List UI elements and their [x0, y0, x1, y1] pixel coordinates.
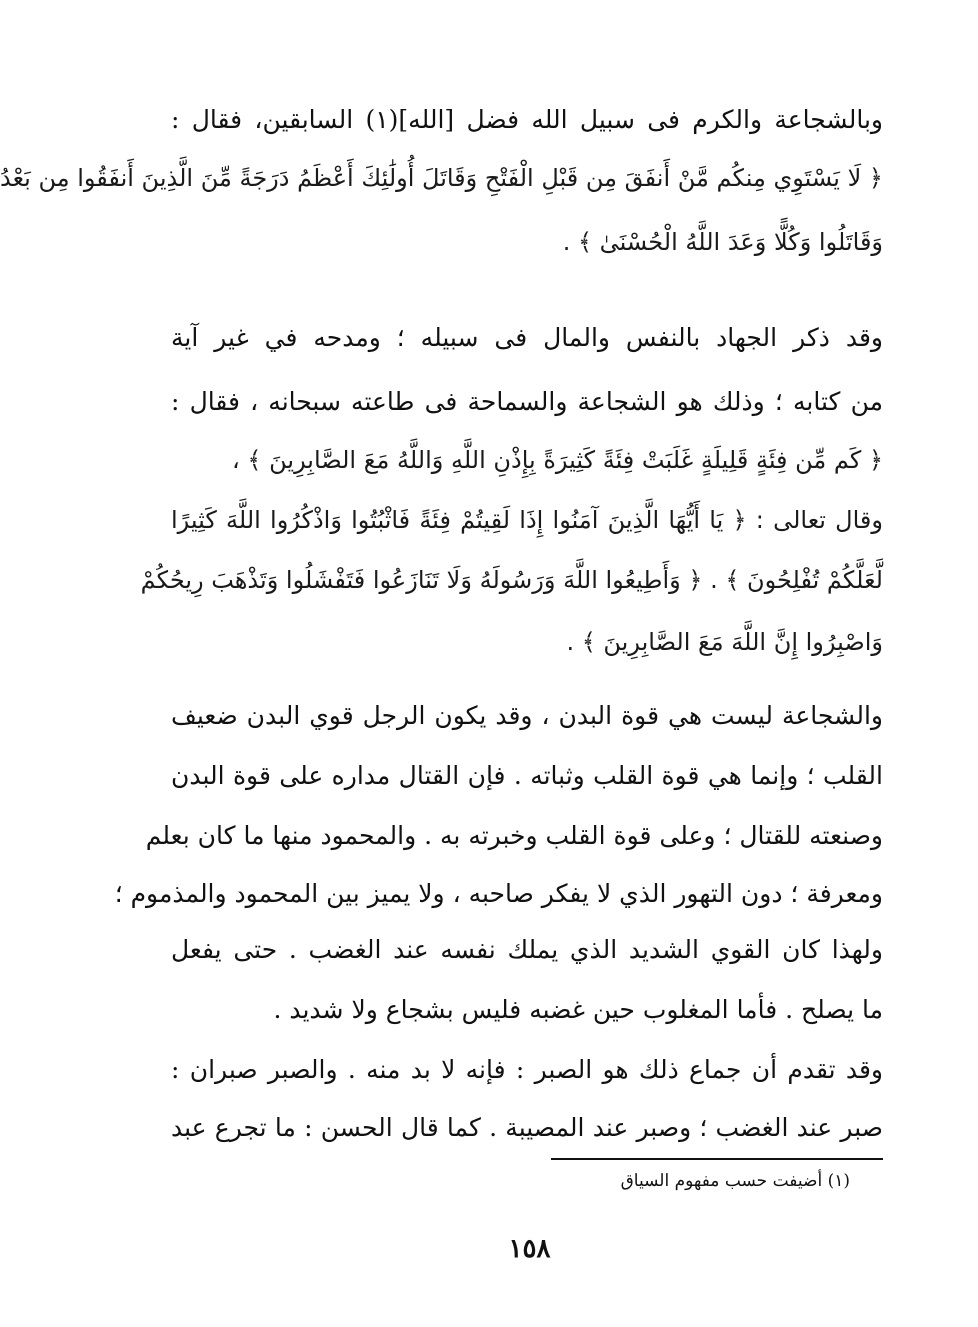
text-line: وقد تقدم أن جماع ذلك هو الصبر : فإنه لا بد منه . والصبر صبران : [171, 1055, 883, 1084]
text-line: من كتابه ؛ وذلك هو الشجاعة والسماحة فى طاعته سبحانه ، فقال : [171, 387, 883, 416]
footnote-divider [551, 1158, 883, 1160]
text-line: ولهذا كان القوي الشديد الذي يملك نفسه عند الغضب . حتى يفعل [171, 935, 883, 964]
text-line: والشجاعة ليست هي قوة البدن ، وقد يكون الرجل قوي البدن ضعيف [171, 701, 883, 730]
text-line: القلب ؛ وإنما هي قوة القلب وثباته . فإن القتال مداره على قوة البدن [171, 761, 883, 790]
quran-verse-line: لَّعَلَّكُمْ تُفْلِحُونَ ﴾ . ﴿ وَأَطِيعُوا اللَّهَ وَرَسُولَهُ وَلَا تَنَازَعُوا فَتَفْشَلُوا وَتَذْهَبَ رِيحُكُمْ [140, 566, 883, 594]
footnote: (١) أضيفت حسب مفهوم السياق [620, 1171, 850, 1191]
page-number: ١٥٨ [508, 1234, 551, 1264]
text-line: ما يصلح . فأما المغلوب حين غضبه فليس بشجاع ولا شديد . [273, 995, 883, 1024]
quran-verse-line: وقال تعالى : ﴿ يَا أَيُّهَا الَّذِينَ آمَنُوا إِذَا لَقِيتُمْ فِئَةً فَاثْبُتُوا وَاذْكُرُوا اللَّهَ كَثِيرًا [171, 506, 883, 534]
text-line: وبالشجاعة والكرم فى سبيل الله فضل [الله](١) السابقين، فقال : [171, 105, 883, 134]
text-line: صبر عند الغضب ؛ وصبر عند المصيبة . كما قال الحسن : ما تجرع عبد [171, 1113, 883, 1142]
quran-verse-line: ﴿ لَا يَسْتَوِي مِنكُم مَّنْ أَنفَقَ مِن قَبْلِ الْفَتْحِ وَقَاتَلَ أُولَٰئِكَ أَعْظَمُ دَرَجَةً مِّنَ الَّذِينَ أَنفَقُوا مِن بَعْدُ [0, 164, 883, 192]
quran-verse-line: ﴿ كَم مِّن فِئَةٍ قَلِيلَةٍ غَلَبَتْ فِئَةً كَثِيرَةً بِإِذْنِ اللَّهِ وَاللَّهُ مَعَ الصَّابِرِينَ ﴾ ، [232, 446, 883, 474]
quran-verse-line: وَاصْبِرُوا إِنَّ اللَّهَ مَعَ الصَّابِرِينَ ﴾ . [566, 628, 883, 656]
quran-verse-line: وَقَاتَلُوا وَكُلًّا وَعَدَ اللَّهُ الْحُسْنَىٰ ﴾ . [562, 228, 883, 256]
text-line: وقد ذكر الجهاد بالنفس والمال فى سبيله ؛ ومدحه في غير آية [171, 323, 883, 352]
text-line: ومعرفة ؛ دون التهور الذي لا يفكر صاحبه ، ولا يميز بين المحمود والمذموم ؛ [114, 879, 883, 908]
text-line: وصنعته للقتال ؛ وعلى قوة القلب وخبرته به . والمحمود منها ما كان بعلم [145, 821, 883, 850]
